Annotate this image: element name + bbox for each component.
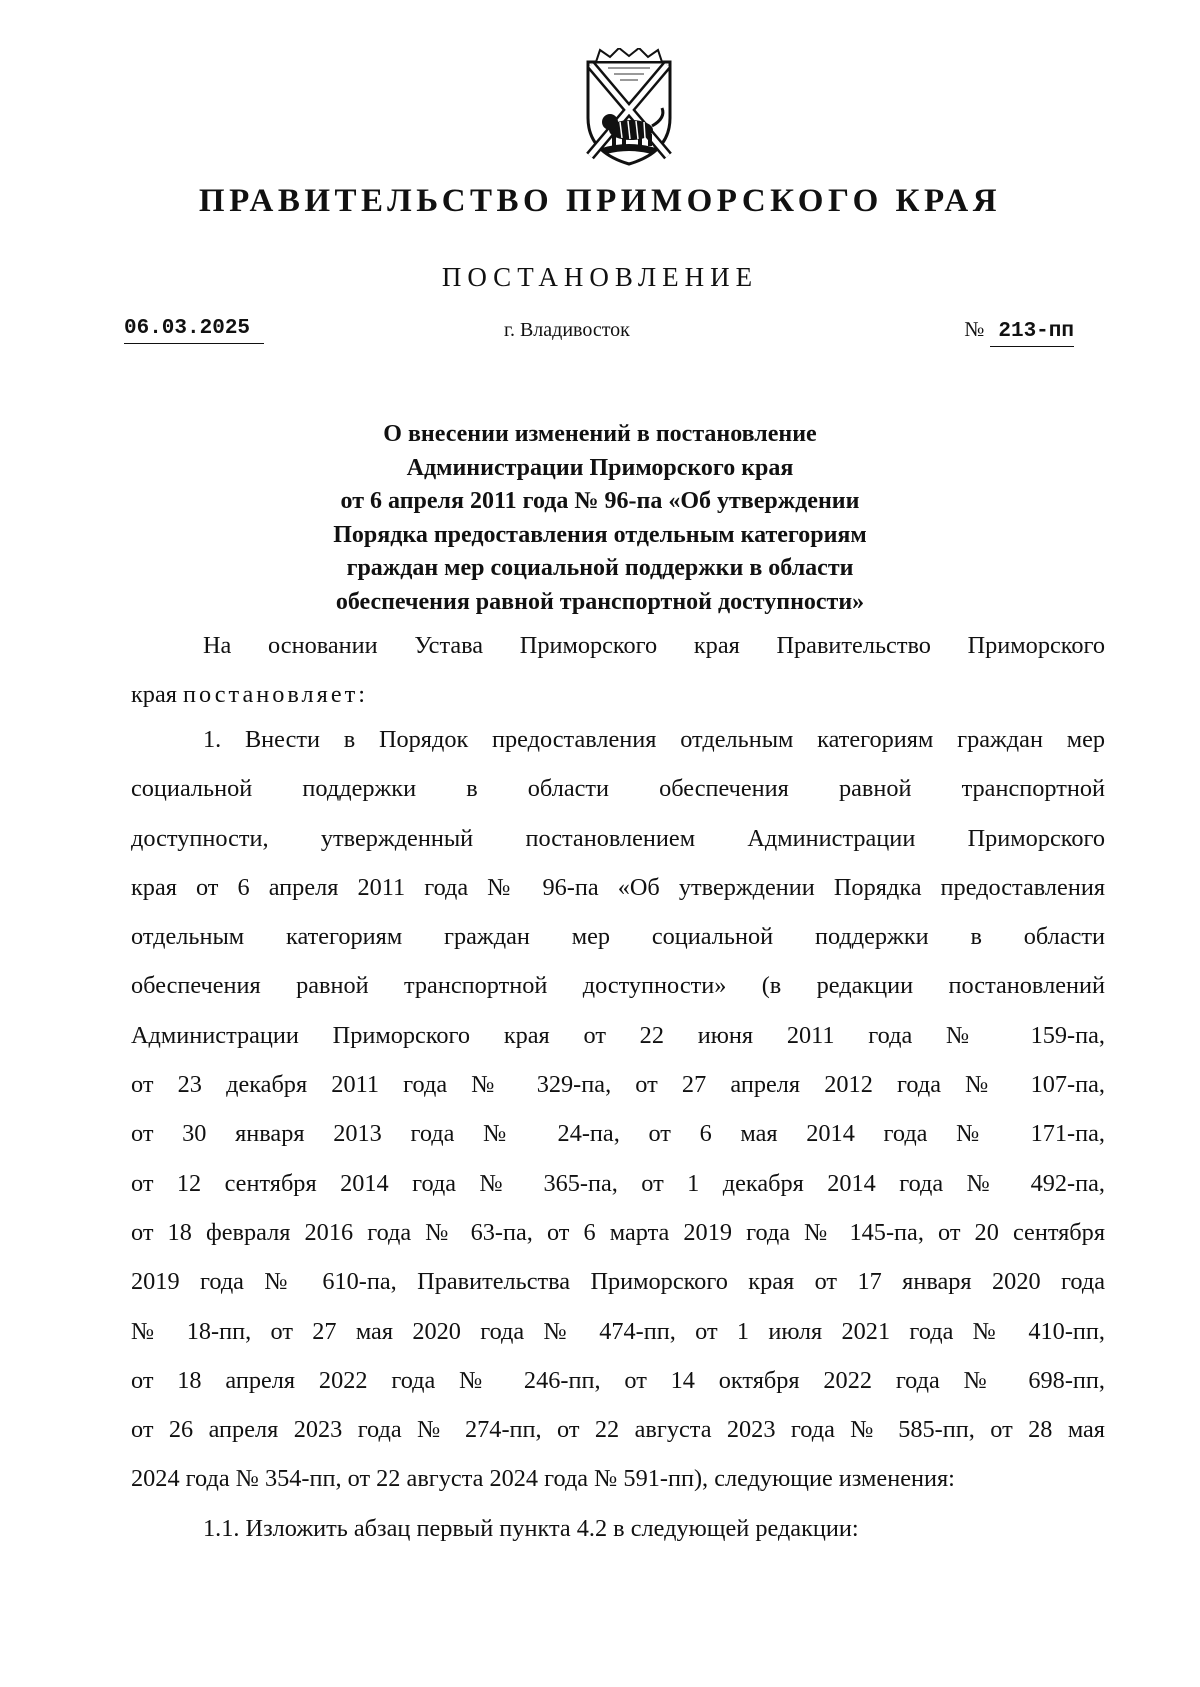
paragraph-line: 2024 года № 354-пп, от 22 августа 2024 года № 591-пп), следующие изменения: — [131, 1465, 955, 1493]
document-date: 06.03.2025 — [124, 315, 264, 344]
subject-line: граждан мер социальной поддержки в области — [346, 555, 854, 581]
paragraph-line: доступности, утвержденный постановлением Администрации Приморского — [131, 824, 1105, 852]
preamble-line: На основании Устава Приморского края Правительство Приморского — [203, 632, 1105, 659]
paragraph-line: от 23 декабря 2011 года № 329-па, от 27 апреля 2012 года № 107-па, — [131, 1071, 1105, 1099]
paragraph-line: от 26 апреля 2023 года № 274-пп, от 22 августа 2023 года № 585-пп, от 28 мая — [131, 1416, 1105, 1444]
paragraph-line: отдельным категориям граждан мер социальной поддержки в области — [131, 923, 1105, 951]
paragraph-1-1: 1.1. Изложить абзац первый пункта 4.2 в следующей редакции: — [203, 1514, 859, 1542]
paragraph-line: от 30 января 2013 года № 24-па, от 6 мая 2014 года № 171-па, — [131, 1120, 1105, 1148]
paragraph-line: от 18 апреля 2022 года № 246-пп, от 14 октября 2022 года № 698-пп, — [131, 1366, 1105, 1394]
paragraph-line: от 12 сентября 2014 года № 365-па, от 1 декабря 2014 года № 492-па, — [131, 1169, 1105, 1197]
document-number — [964, 315, 1074, 347]
government-title: ПРАВИТЕЛЬСТВО ПРИМОРСКОГО КРАЯ — [198, 183, 1002, 219]
subject-line: Администрации Приморского края — [406, 454, 794, 481]
paragraph-line: 2019 года № 610-па, Правительства Приморского края от 17 января 2020 года — [131, 1268, 1105, 1296]
paragraph-line: от 18 февраля 2016 года № 63-па, от 6 марта 2019 года № 145-па, от 20 сентября — [131, 1218, 1105, 1246]
paragraph-line: 1. Внести в Порядок предоставления отдельным категориям граждан мер — [203, 726, 1105, 753]
paragraph-line: края от 6 апреля 2011 года № 96-па «Об утверждении Порядка предоставления — [131, 873, 1105, 901]
coat-of-arms-emblem — [582, 48, 676, 168]
paragraph-line: обеспечения равной транспортной доступности» (в редакции постановлений — [131, 972, 1105, 1000]
preamble-line — [131, 670, 1105, 719]
paragraph-line: Администрации Приморского края от 22 июня 2011 года № 159-па, — [131, 1021, 1105, 1049]
document-city: г. Владивосток — [504, 319, 630, 341]
number-sign: № — [964, 317, 985, 341]
paragraph-1 — [131, 715, 1105, 1553]
subject-line: О внесении изменений в постановление — [383, 421, 817, 447]
number-value: 213-пп — [990, 318, 1074, 347]
paragraph-line: № 18-пп, от 27 мая 2020 года № 474-пп, от 1 июля 2021 года № 410-пп, — [131, 1317, 1105, 1345]
document-type: ПОСТАНОВЛЕНИЕ — [441, 262, 759, 292]
paragraph-line: социальной поддержки в области обеспечения равной транспортной — [131, 775, 1105, 803]
subject-line: от 6 апреля 2011 года № 96-па «Об утверждении — [340, 488, 860, 514]
resolves-word: постановляет: — [183, 681, 368, 709]
subject-line: обеспечения равной транспортной доступности» — [335, 588, 865, 615]
preamble — [131, 621, 1105, 720]
preamble-text: края — [131, 681, 183, 709]
document-meta-row — [124, 315, 1074, 355]
subject-line: Порядка предоставления отдельным категориям — [333, 521, 867, 548]
document-subject — [0, 418, 1200, 619]
